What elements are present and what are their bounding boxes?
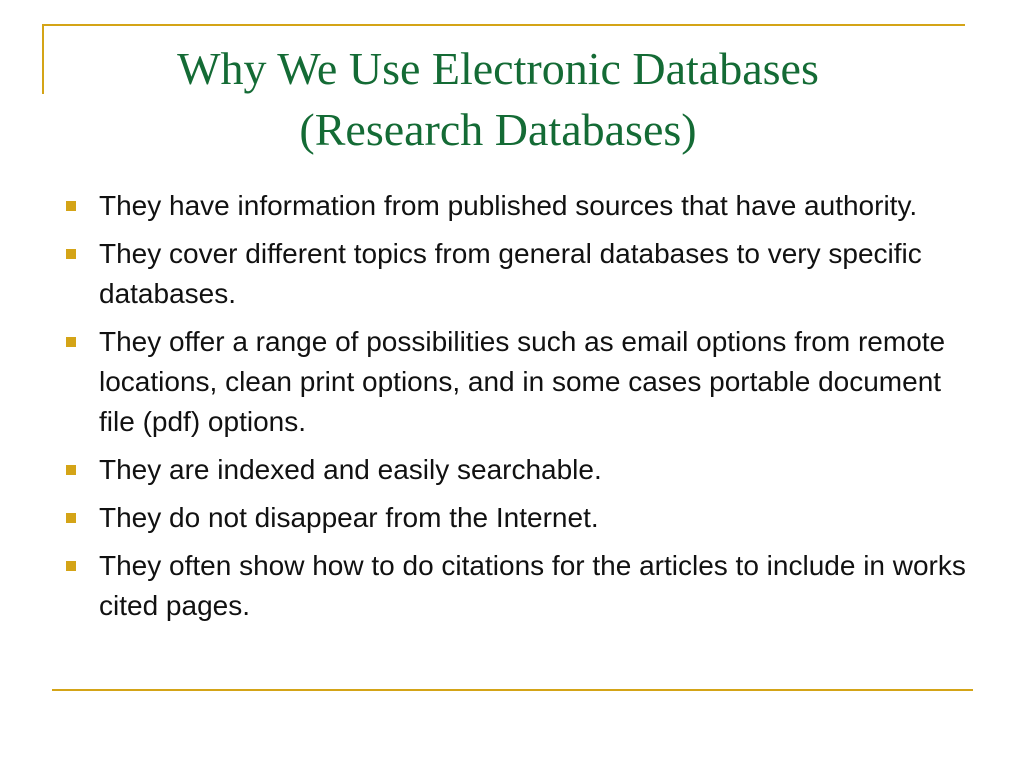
bullet-item — [66, 234, 966, 314]
bottom-rule — [52, 689, 973, 691]
slide-title-line-2: (Research Databases) — [299, 104, 697, 155]
bullet-item — [66, 450, 966, 490]
square-bullet-icon — [66, 249, 76, 259]
slide-title — [60, 38, 936, 160]
bullet-item — [66, 322, 966, 442]
square-bullet-icon — [66, 465, 76, 475]
bullet-text: They often show how to do citations for the articles to include in works cited pages. — [99, 550, 966, 621]
square-bullet-icon — [66, 337, 76, 347]
square-bullet-icon — [66, 201, 76, 211]
slide-title-line-1: Why We Use Electronic Databases — [177, 43, 819, 94]
top-rule — [42, 24, 965, 26]
bullet-text: They offer a range of possibilities such as email options from remote locations, clean print options, and in some cases portable document file (pdf) options. — [99, 326, 946, 437]
square-bullet-icon — [66, 513, 76, 523]
left-rule — [42, 24, 44, 94]
bullet-text: They are indexed and easily searchable. — [99, 454, 602, 485]
bullet-item — [66, 186, 966, 226]
bullet-text: They have information from published sources that have authority. — [99, 190, 918, 221]
bullet-item — [66, 498, 966, 538]
bullet-text: They cover different topics from general databases to very specific databases. — [99, 238, 922, 309]
bullet-text: They do not disappear from the Internet. — [99, 502, 599, 533]
square-bullet-icon — [66, 561, 76, 571]
bullet-item — [66, 546, 966, 626]
bullet-list — [66, 186, 966, 634]
